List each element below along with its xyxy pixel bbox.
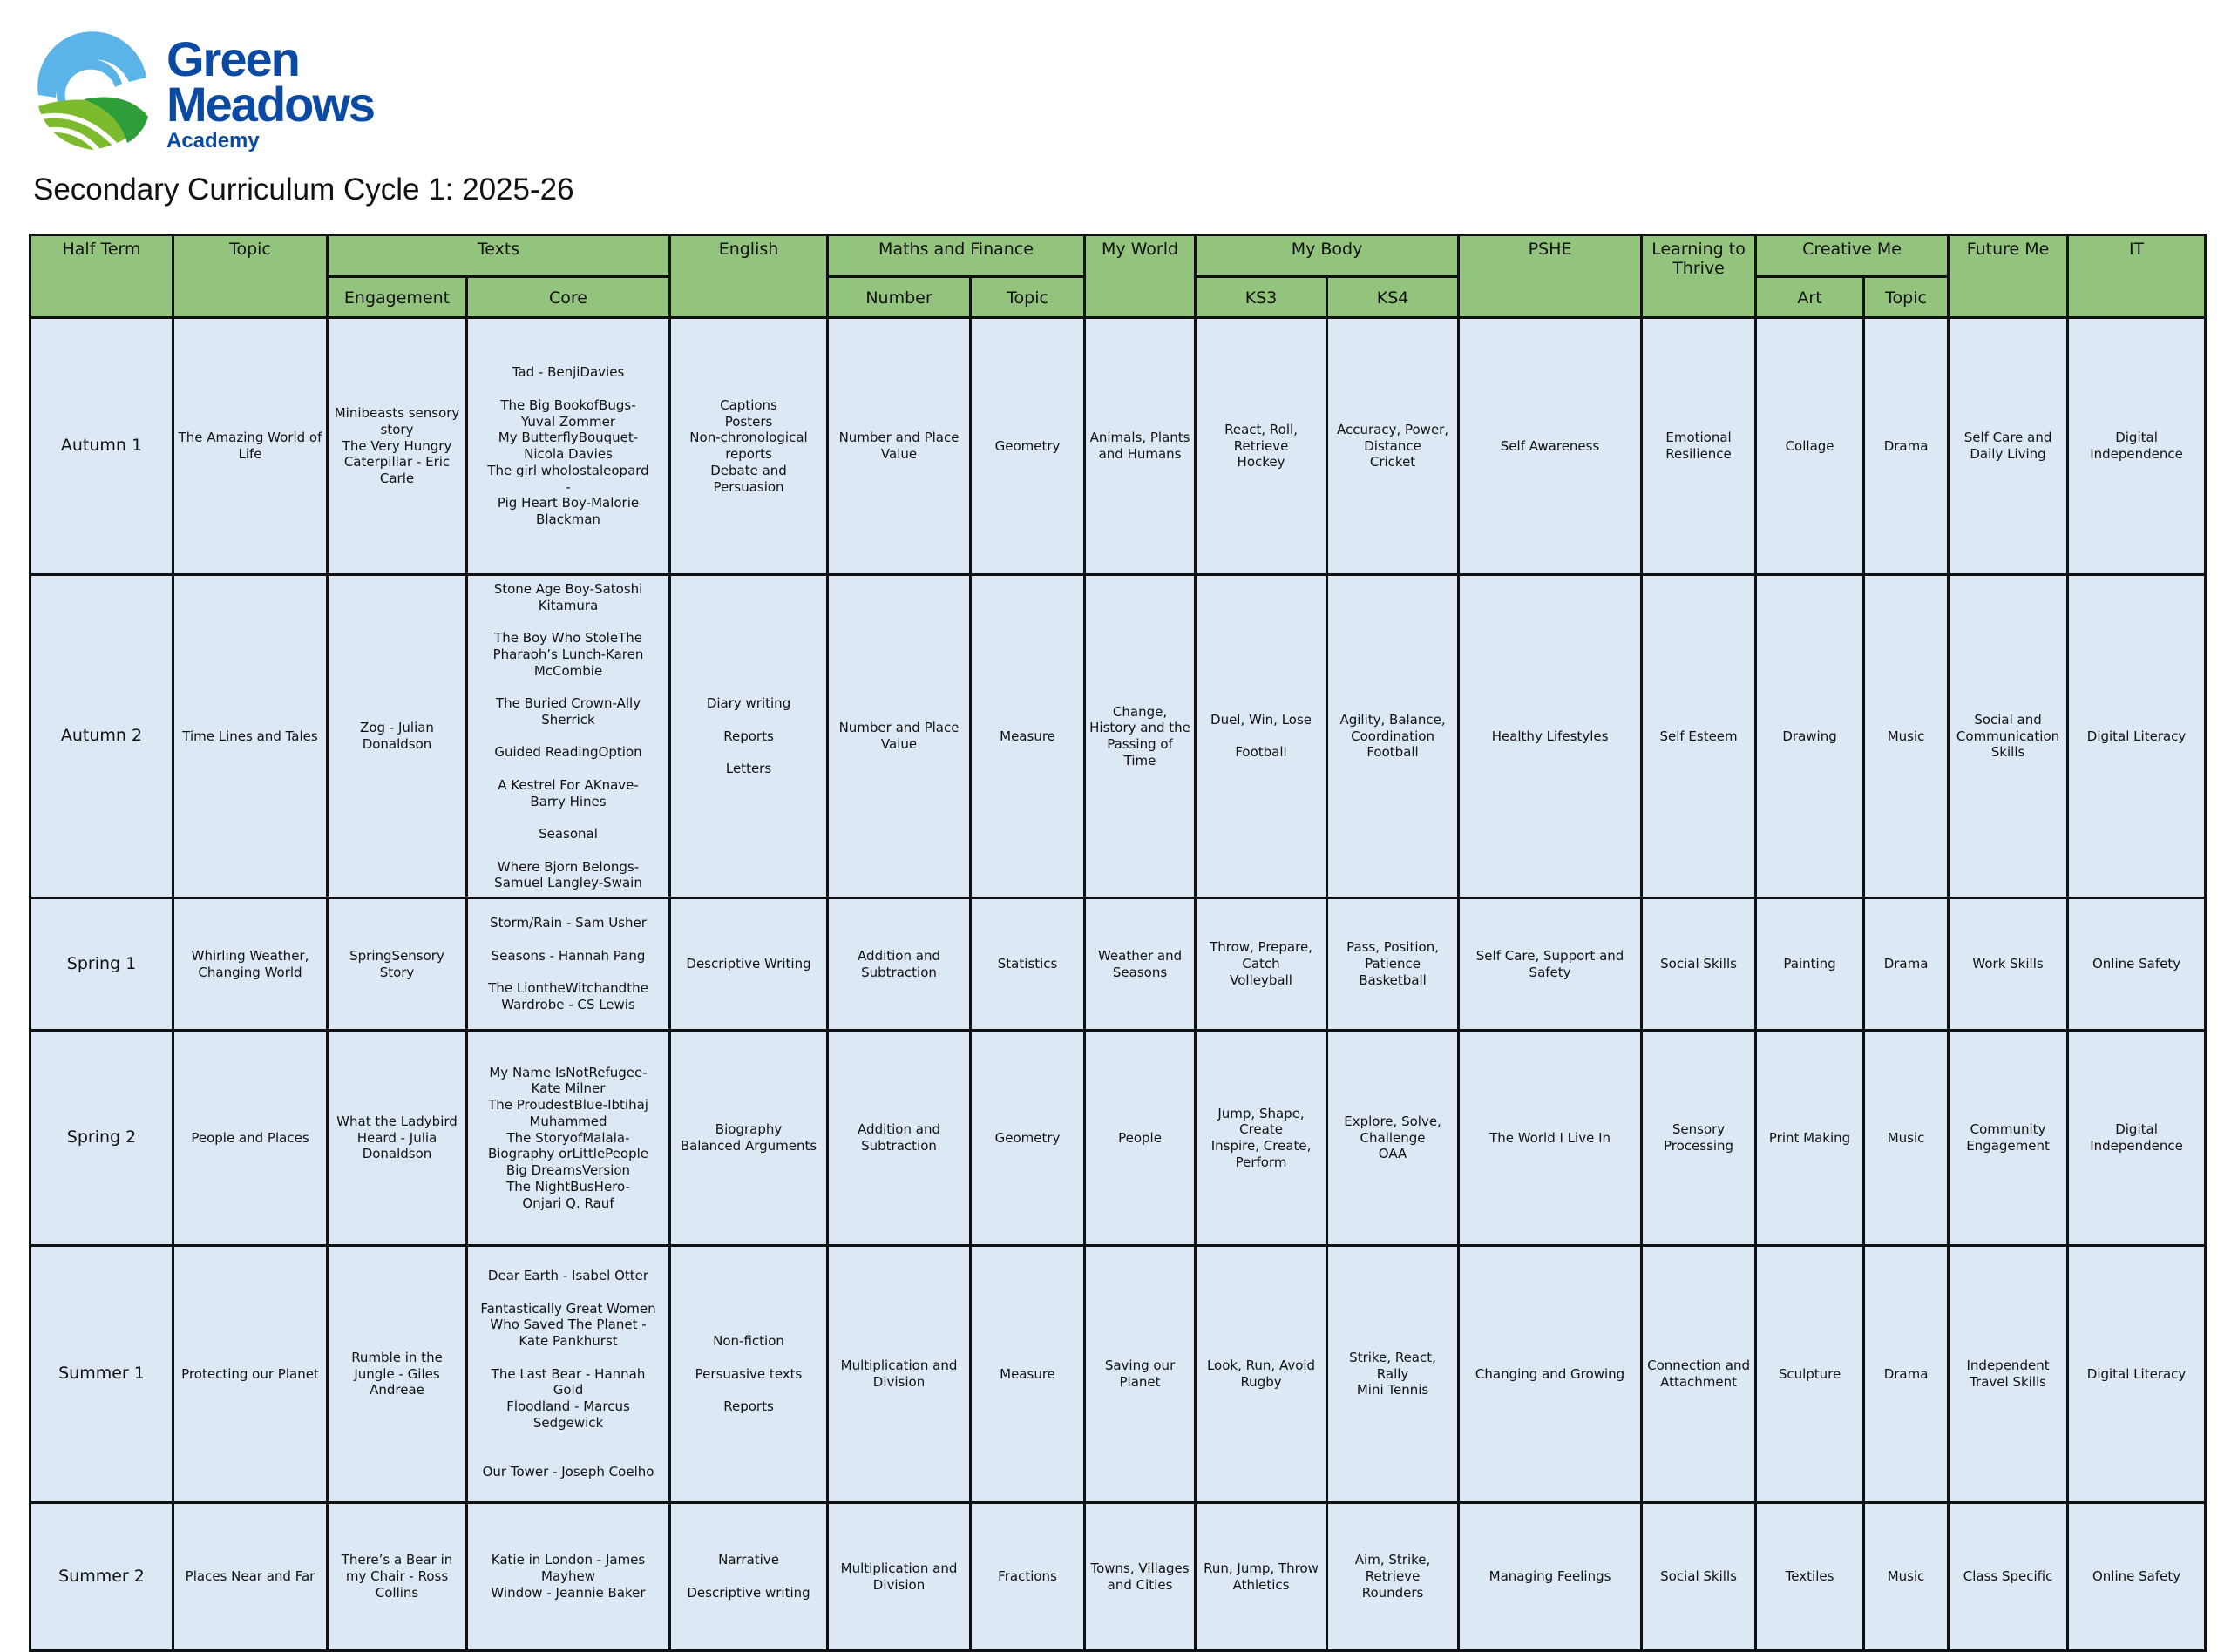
cell-art: Painting xyxy=(1756,898,1864,1031)
cell-ks3: Throw, Prepare, Catch Volleyball xyxy=(1196,898,1327,1031)
cell-learning-to-thrive: Social Skills xyxy=(1642,1503,1756,1651)
table-row xyxy=(31,575,2206,898)
cell-maths-topic: Geometry xyxy=(971,1031,1085,1246)
header-ks4: KS4 xyxy=(1327,277,1459,318)
cell-future-me: Social and Communication Skills xyxy=(1949,575,2068,898)
cell-art: Textiles xyxy=(1756,1503,1864,1651)
header-topic: Topic xyxy=(173,235,328,318)
cell-creative-topic: Music xyxy=(1864,1503,1949,1651)
logo-line-2: Meadows xyxy=(166,77,375,132)
cell-engagement: What the Ladybird Heard - Julia Donaldson xyxy=(328,1031,467,1246)
cell-it: Online Safety xyxy=(2068,1503,2206,1651)
logo-line-1: Green xyxy=(166,31,299,86)
cell-ks3: Jump, Shape, Create Inspire, Create, Perform xyxy=(1196,1031,1327,1246)
cell-maths-topic: Measure xyxy=(971,1246,1085,1503)
table-row xyxy=(31,318,2206,575)
cell-engagement: Rumble in the Jungle - Giles Andreae xyxy=(328,1246,467,1503)
cell-future-me: Self Care and Daily Living xyxy=(1949,318,2068,575)
cell-topic: The Amazing World of Life xyxy=(173,318,328,575)
cell-pshe: Healthy Lifestyles xyxy=(1459,575,1642,898)
cell-pshe: Changing and Growing xyxy=(1459,1246,1642,1503)
logo-wordmark xyxy=(166,31,375,152)
header-my-world: My World xyxy=(1085,235,1196,318)
cell-maths-topic: Fractions xyxy=(971,1503,1085,1651)
cell-half-term: Spring 2 xyxy=(31,1031,173,1246)
logo-emblem-icon xyxy=(31,30,162,152)
header-art: Art xyxy=(1756,277,1864,318)
header-english: English xyxy=(670,235,828,318)
cell-core: Katie in London - James Mayhew Window - Jeannie Baker xyxy=(467,1503,670,1651)
cell-creative-topic: Drama xyxy=(1864,898,1949,1031)
cell-half-term: Autumn 1 xyxy=(31,318,173,575)
cell-maths-topic: Geometry xyxy=(971,318,1085,575)
cell-ks3: Duel, Win, Lose Football xyxy=(1196,575,1327,898)
cell-core: Dear Earth - Isabel Otter Fantastically Great Women Who Saved The Planet - Kate Pankhurst The Last Bear - Hannah Gold Floodland - Marcus Sedgewick Our Tower - Joseph Coelho xyxy=(467,1246,670,1503)
cell-number: Addition and Subtraction xyxy=(828,898,971,1031)
cell-english: Diary writing Reports Letters xyxy=(670,575,828,898)
cell-half-term: Spring 1 xyxy=(31,898,173,1031)
cell-it: Online Safety xyxy=(2068,898,2206,1031)
cell-my-world: Animals, Plants and Humans xyxy=(1085,318,1196,575)
header-ks3: KS3 xyxy=(1196,277,1327,318)
cell-engagement: Minibeasts sensory story The Very Hungry Caterpillar - Eric Carle xyxy=(328,318,467,575)
header-maths-topic: Topic xyxy=(971,277,1085,318)
cell-number: Number and Place Value xyxy=(828,318,971,575)
cell-ks4: Accuracy, Power, Distance Cricket xyxy=(1327,318,1459,575)
cell-ks4: Agility, Balance, Coordination Football xyxy=(1327,575,1459,898)
cell-english: Captions Posters Non-chronological reports Debate and Persuasion xyxy=(670,318,828,575)
header-maths: Maths and Finance xyxy=(828,235,1085,277)
cell-engagement: Zog - Julian Donaldson xyxy=(328,575,467,898)
cell-topic: People and Places xyxy=(173,1031,328,1246)
cell-ks4: Explore, Solve, Challenge OAA xyxy=(1327,1031,1459,1246)
cell-topic: Time Lines and Tales xyxy=(173,575,328,898)
cell-engagement: There’s a Bear in my Chair - Ross Collins xyxy=(328,1503,467,1651)
cell-art: Sculpture xyxy=(1756,1246,1864,1503)
cell-ks3: React, Roll, Retrieve Hockey xyxy=(1196,318,1327,575)
cell-it: Digital Literacy xyxy=(2068,575,2206,898)
logo-line-3: Academy xyxy=(166,129,260,152)
cell-half-term: Summer 2 xyxy=(31,1503,173,1651)
header-half-term: Half Term xyxy=(31,235,173,318)
cell-pshe: Self Care, Support and Safety xyxy=(1459,898,1642,1031)
cell-english: Biography Balanced Arguments xyxy=(670,1031,828,1246)
header-creative-topic: Topic xyxy=(1864,277,1949,318)
cell-ks3: Run, Jump, Throw Athletics xyxy=(1196,1503,1327,1651)
header-number: Number xyxy=(828,277,971,318)
cell-future-me: Class Specific xyxy=(1949,1503,2068,1651)
header-pshe: PSHE xyxy=(1459,235,1642,318)
cell-learning-to-thrive: Social Skills xyxy=(1642,898,1756,1031)
cell-topic: Whirling Weather, Changing World xyxy=(173,898,328,1031)
cell-number: Multiplication and Division xyxy=(828,1246,971,1503)
cell-ks3: Look, Run, Avoid Rugby xyxy=(1196,1246,1327,1503)
header-future-me: Future Me xyxy=(1949,235,2068,318)
cell-ks4: Pass, Position, Patience Basketball xyxy=(1327,898,1459,1031)
cell-future-me: Community Engagement xyxy=(1949,1031,2068,1246)
cell-topic: Protecting our Planet xyxy=(173,1246,328,1503)
header-my-body: My Body xyxy=(1196,235,1459,277)
cell-learning-to-thrive: Connection and Attachment xyxy=(1642,1246,1756,1503)
cell-learning-to-thrive: Self Esteem xyxy=(1642,575,1756,898)
page-title: Secondary Curriculum Cycle 1: 2025-26 xyxy=(33,173,574,206)
curriculum-table xyxy=(29,234,2207,1652)
cell-english: Descriptive Writing xyxy=(670,898,828,1031)
cell-my-world: Change, History and the Passing of Time xyxy=(1085,575,1196,898)
cell-half-term: Summer 1 xyxy=(31,1246,173,1503)
cell-learning-to-thrive: Emotional Resilience xyxy=(1642,318,1756,575)
table-row xyxy=(31,898,2206,1031)
cell-future-me: Work Skills xyxy=(1949,898,2068,1031)
header-it: IT xyxy=(2068,235,2206,318)
header-core: Core xyxy=(467,277,670,318)
school-logo xyxy=(31,30,397,156)
cell-my-world: People xyxy=(1085,1031,1196,1246)
cell-art: Collage xyxy=(1756,318,1864,575)
cell-number: Multiplication and Division xyxy=(828,1503,971,1651)
cell-future-me: Independent Travel Skills xyxy=(1949,1246,2068,1503)
header-learning-to-thrive: Learning to Thrive xyxy=(1642,235,1756,318)
cell-creative-topic: Music xyxy=(1864,1031,1949,1246)
cell-art: Drawing xyxy=(1756,575,1864,898)
cell-maths-topic: Statistics xyxy=(971,898,1085,1031)
cell-engagement: SpringSensory Story xyxy=(328,898,467,1031)
cell-my-world: Saving our Planet xyxy=(1085,1246,1196,1503)
header-engagement: Engagement xyxy=(328,277,467,318)
cell-english: Non-fiction Persuasive texts Reports xyxy=(670,1246,828,1503)
cell-learning-to-thrive: Sensory Processing xyxy=(1642,1031,1756,1246)
cell-my-world: Weather and Seasons xyxy=(1085,898,1196,1031)
cell-pshe: The World I Live In xyxy=(1459,1031,1642,1246)
cell-core: Storm/Rain - Sam Usher Seasons - Hannah Pang The LiontheWitchandthe Wardrobe - CS Lewis xyxy=(467,898,670,1031)
cell-creative-topic: Drama xyxy=(1864,318,1949,575)
header-creative-me: Creative Me xyxy=(1756,235,1949,277)
cell-creative-topic: Drama xyxy=(1864,1246,1949,1503)
cell-it: Digital Independence xyxy=(2068,1031,2206,1246)
cell-number: Number and Place Value xyxy=(828,575,971,898)
cell-half-term: Autumn 2 xyxy=(31,575,173,898)
cell-core: Stone Age Boy-Satoshi Kitamura The Boy Who StoleThe Pharaoh’s Lunch-Karen McCombie The Buried Crown-Ally Sherrick Guided ReadingOption A Kestrel For AKnave- Barry Hines Seasonal Where Bjorn Belongs- Samuel Langley-Swain xyxy=(467,575,670,898)
cell-creative-topic: Music xyxy=(1864,575,1949,898)
cell-my-world: Towns, Villages and Cities xyxy=(1085,1503,1196,1651)
table-body xyxy=(31,318,2206,1651)
cell-number: Addition and Subtraction xyxy=(828,1031,971,1246)
cell-core: My Name IsNotRefugee- Kate Milner The ProudestBlue-Ibtihaj Muhammed The StoryofMalala- Biography orLittlePeople Big DreamsVersion The NightBusHero- Onjari Q. Rauf xyxy=(467,1031,670,1246)
cell-ks4: Aim, Strike, Retrieve Rounders xyxy=(1327,1503,1459,1651)
table-row xyxy=(31,1246,2206,1503)
cell-maths-topic: Measure xyxy=(971,575,1085,898)
cell-topic: Places Near and Far xyxy=(173,1503,328,1651)
cell-ks4: Strike, React, Rally Mini Tennis xyxy=(1327,1246,1459,1503)
cell-art: Print Making xyxy=(1756,1031,1864,1246)
cell-pshe: Self Awareness xyxy=(1459,318,1642,575)
cell-it: Digital Independence xyxy=(2068,318,2206,575)
cell-pshe: Managing Feelings xyxy=(1459,1503,1642,1651)
cell-core: Tad - BenjiDavies The Big BookofBugs- Yuval Zommer My ButterflyBouquet- Nicola Davies The girl wholostaleopard - Pig Heart Boy-Malorie Blackman xyxy=(467,318,670,575)
header-texts: Texts xyxy=(328,235,670,277)
cell-it: Digital Literacy xyxy=(2068,1246,2206,1503)
cell-english: Narrative Descriptive writing xyxy=(670,1503,828,1651)
table-row xyxy=(31,1031,2206,1246)
